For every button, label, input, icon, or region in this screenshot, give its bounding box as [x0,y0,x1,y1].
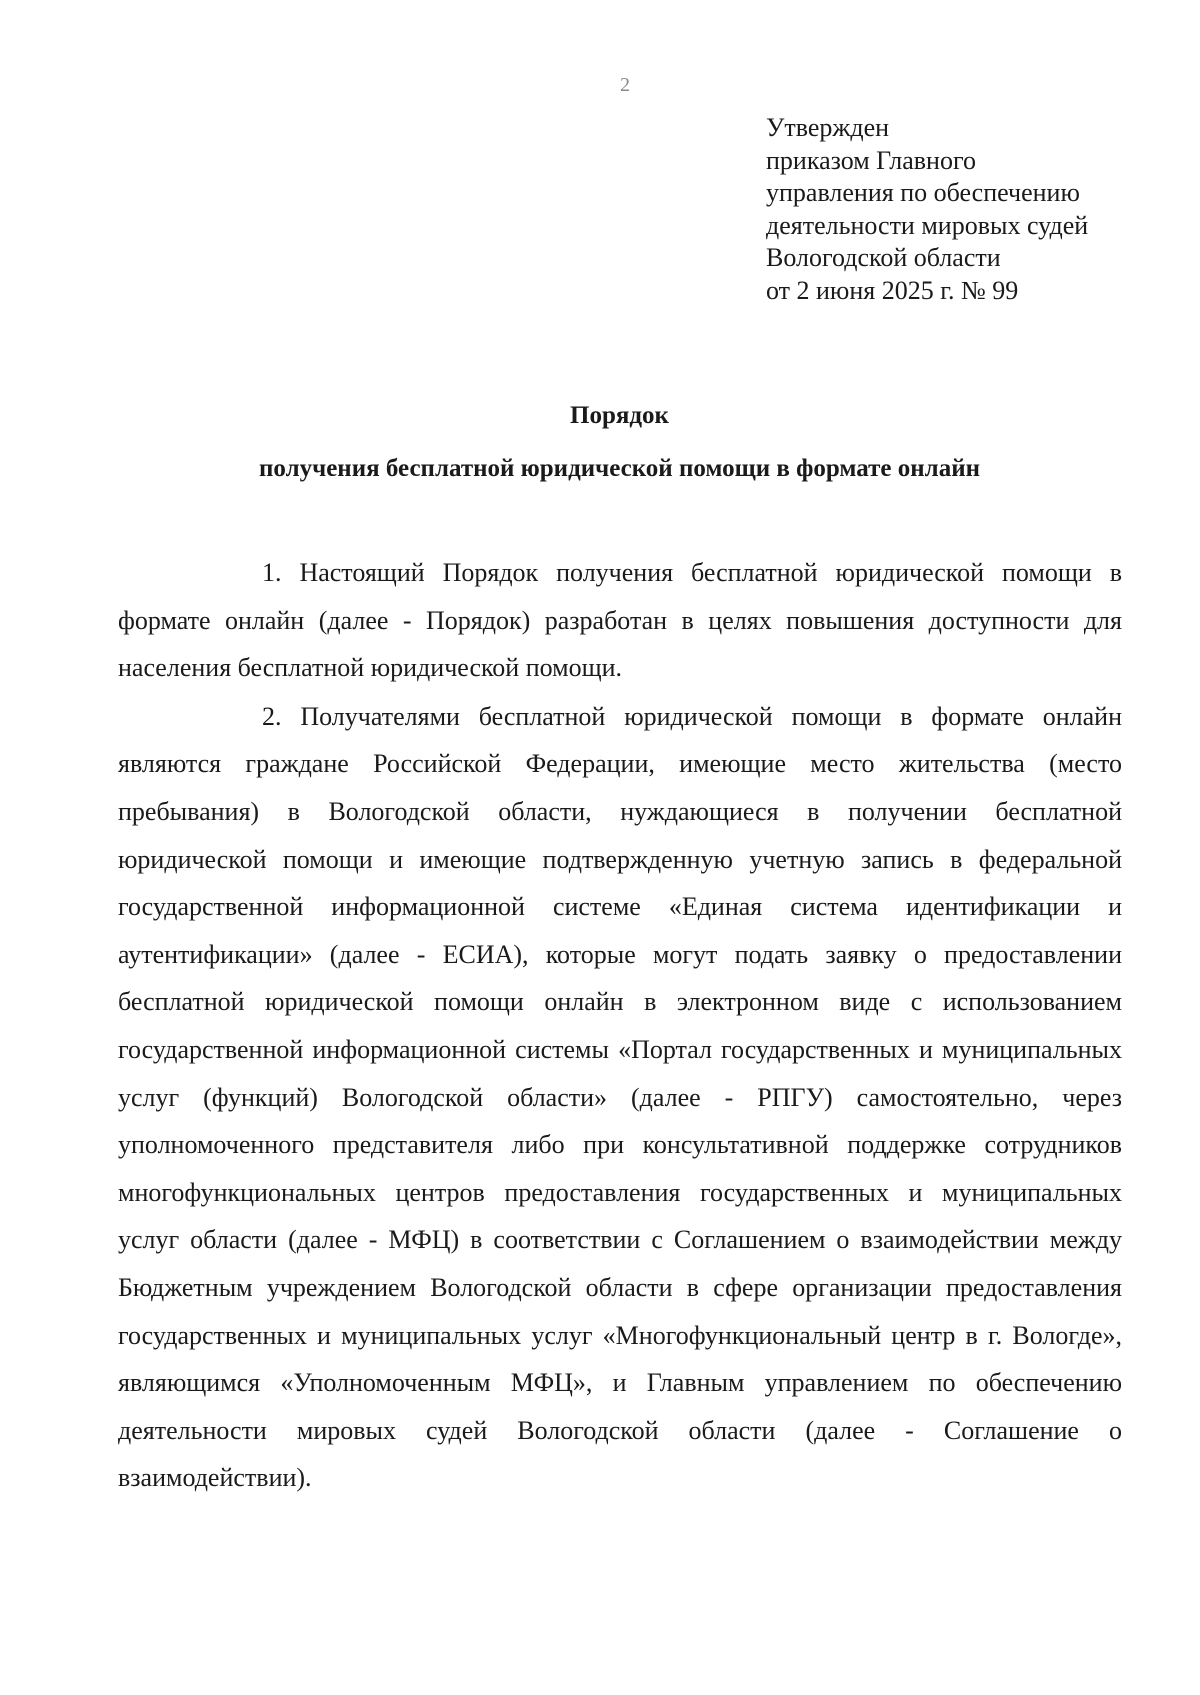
paragraph-text: Получателями бесплатной юридической помощи в формате онлайн являются граждане Российской Федерации, имеющие место жительства (место пребывания) в Вологодской области, нуждающиеся в получении бесплатной юридической помощи и имеющие подтвержденную учетную запись в федеральной государственной информационной системе «Единая система идентификации и аутентификации» (далее - ЕСИА), которые могут подать заявку о предоставлении бесплатной юридической помощи онлайн в электронном виде с использованием государственной информационной системы «Портал государственных и муниципальных услуг (функций) Вологодской области» (далее - РПГУ) самостоятельно, через уполномоченного представителя либо при консультативной поддержке сотрудников многофункциональных центров предоставления государственных и муниципальных услуг области (далее - МФЦ) в соответствии с Соглашением о взаимодействии между Бюджетным учреждением Вологодской области в сфере организации предоставления государственных и муниципальных услуг «Многофункциональный центр в г. Вологде», являющимся «Уполномоченным МФЦ», и Главным управлением по обеспечению деятельности мировых судей Вологодской области (далее - Соглашение о взаимодействии). [118,701,1123,1493]
approval-stamp-block [766,112,1088,308]
document-title: Порядок [570,402,669,429]
document-body [118,549,1122,1502]
paragraph-1 [118,549,1122,692]
paragraph-text: Настоящий Порядок получения бесплатной юридической помощи в формате онлайн (далее - Порядок) разработан в целях повышения доступности для населения бесплатной юридической помощи. [118,558,1123,683]
document-subtitle: получения бесплатной юридической помощи в формате онлайн [259,455,980,482]
approval-line: Утвержден [766,113,890,142]
paragraph-number: 1. [262,558,282,587]
page-number: 2 [620,74,630,96]
approval-line: от 2 июня 2025 г. № 99 [766,275,1019,305]
paragraph-2 [118,693,1122,1502]
approval-line: деятельности мировых судей [766,210,1089,240]
paragraph-number: 2. [262,701,282,731]
approval-line: приказом Главного [766,145,976,175]
approval-line: управления по обеспечению [766,178,1080,208]
approval-line: Вологодской области [766,243,1001,273]
